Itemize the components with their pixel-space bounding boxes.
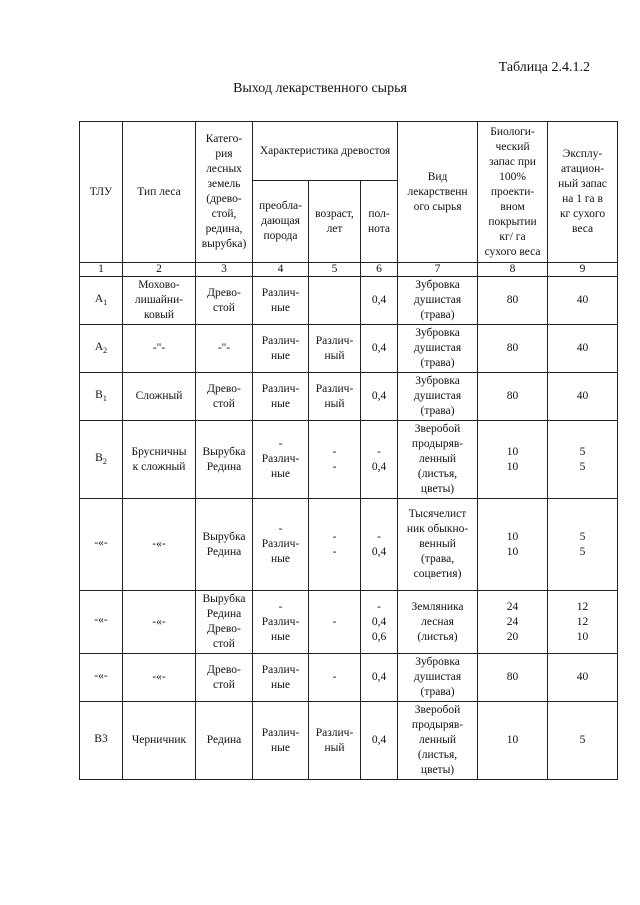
raw-type-cell: Зверобой продыряв- ленный (листья, цветы) bbox=[398, 702, 478, 780]
bio-stock-cell: 80 bbox=[478, 277, 548, 325]
density-cell: 0,4 bbox=[361, 654, 398, 702]
age-cell: - bbox=[309, 654, 361, 702]
table-caption: Таблица 2.4.1.2 bbox=[498, 60, 590, 75]
table-row bbox=[80, 499, 618, 591]
age-cell: - - bbox=[309, 421, 361, 499]
category-cell: Вырубка Редина Древо- стой bbox=[196, 591, 253, 654]
forest-type-cell: Сложный bbox=[123, 373, 196, 421]
forest-type-cell: -«- bbox=[123, 499, 196, 591]
species-cell: Различ- ные bbox=[253, 325, 309, 373]
header-stand-characteristics: Характеристика древостоя bbox=[253, 122, 398, 181]
bio-stock-cell: 10 bbox=[478, 702, 548, 780]
raw-type-cell: Земляника лесная (листья) bbox=[398, 591, 478, 654]
column-number: 9 bbox=[548, 263, 618, 277]
age-cell: Различ- ный bbox=[309, 325, 361, 373]
bio-stock-cell: 24 24 20 bbox=[478, 591, 548, 654]
raw-type-cell: Зубровка душистая (трава) bbox=[398, 654, 478, 702]
raw-type-cell: Тысячелист ник обыкно- венный (трава, соцветия) bbox=[398, 499, 478, 591]
species-cell: Различ- ные bbox=[253, 277, 309, 325]
column-number: 2 bbox=[123, 263, 196, 277]
species-cell: Различ- ные bbox=[253, 654, 309, 702]
category-cell: Редина bbox=[196, 702, 253, 780]
density-cell: - 0,4 bbox=[361, 499, 398, 591]
table-row bbox=[80, 591, 618, 654]
species-cell: - Различ- ные bbox=[253, 499, 309, 591]
raw-type-cell: Зубровка душистая (трава) bbox=[398, 373, 478, 421]
tlu-cell: $В_1$ bbox=[80, 373, 123, 421]
forest-type-cell: -«- bbox=[123, 591, 196, 654]
exploit-stock-cell: 5 5 bbox=[548, 421, 618, 499]
age-cell bbox=[309, 277, 361, 325]
header-land-category: Катего- рия лесных земель (древо- стой, редина, вырубка) bbox=[196, 122, 253, 263]
forest-type-cell: Мохово- лишайни- ковый bbox=[123, 277, 196, 325]
density-cell: 0,4 bbox=[361, 277, 398, 325]
raw-type-cell: Зубровка душистая (трава) bbox=[398, 277, 478, 325]
column-number-row bbox=[80, 263, 618, 277]
column-number: 3 bbox=[196, 263, 253, 277]
table-row bbox=[80, 702, 618, 780]
bio-stock-cell: 10 10 bbox=[478, 421, 548, 499]
raw-type-cell: Зубровка душистая (трава) bbox=[398, 325, 478, 373]
species-cell: Различ- ные bbox=[253, 373, 309, 421]
age-cell: Различ- ный bbox=[309, 702, 361, 780]
exploit-stock-cell: 40 bbox=[548, 277, 618, 325]
header-species: преобла- дающая порода bbox=[253, 181, 309, 263]
category-cell: Древо- стой bbox=[196, 373, 253, 421]
bio-stock-cell: 80 bbox=[478, 373, 548, 421]
tlu-cell: -«- bbox=[80, 499, 123, 591]
age-cell: - bbox=[309, 591, 361, 654]
column-number: 7 bbox=[398, 263, 478, 277]
tlu-cell: -«- bbox=[80, 654, 123, 702]
species-cell: Различ- ные bbox=[253, 702, 309, 780]
forest-type-cell: Черничник bbox=[123, 702, 196, 780]
forest-type-cell: -"- bbox=[123, 325, 196, 373]
density-cell: 0,4 bbox=[361, 702, 398, 780]
tlu-cell: $А_1$ bbox=[80, 277, 123, 325]
exploit-stock-cell: 12 12 10 bbox=[548, 591, 618, 654]
header-raw-type: Вид лекарственн ого сырья bbox=[398, 122, 478, 263]
tlu-cell: $В_2$ bbox=[80, 421, 123, 499]
column-number: 4 bbox=[253, 263, 309, 277]
exploit-stock-cell: 5 5 bbox=[548, 499, 618, 591]
medicinal-raw-yield-table bbox=[79, 121, 618, 780]
tlu-cell: $А_2$ bbox=[80, 325, 123, 373]
column-number: 5 bbox=[309, 263, 361, 277]
density-cell: 0,4 bbox=[361, 373, 398, 421]
table-title: Выход лекарственного сырья bbox=[233, 81, 407, 96]
age-cell: - - bbox=[309, 499, 361, 591]
density-cell: - 0,4 bbox=[361, 421, 398, 499]
header-density: пол- нота bbox=[361, 181, 398, 263]
tlu-cell: -«- bbox=[80, 591, 123, 654]
forest-type-cell: Брусничны к сложный bbox=[123, 421, 196, 499]
table-row bbox=[80, 373, 618, 421]
column-number: 8 bbox=[478, 263, 548, 277]
density-cell: - 0,4 0,6 bbox=[361, 591, 398, 654]
table-row bbox=[80, 277, 618, 325]
header-bio-stock: Биологи- ческий запас при 100% проекти- вном покрытии кг/ га сухого веса bbox=[478, 122, 548, 263]
table-row bbox=[80, 325, 618, 373]
table-row bbox=[80, 421, 618, 499]
exploit-stock-cell: 5 bbox=[548, 702, 618, 780]
category-cell: Древо- стой bbox=[196, 277, 253, 325]
exploit-stock-cell: 40 bbox=[548, 654, 618, 702]
category-cell: -"- bbox=[196, 325, 253, 373]
header-tlu: ТЛУ bbox=[80, 122, 123, 263]
bio-stock-cell: 80 bbox=[478, 325, 548, 373]
table-row bbox=[80, 654, 618, 702]
tlu-cell: В3 bbox=[80, 702, 123, 780]
category-cell: Вырубка Редина bbox=[196, 499, 253, 591]
age-cell: Различ- ный bbox=[309, 373, 361, 421]
column-number: 6 bbox=[361, 263, 398, 277]
category-cell: Вырубка Редина bbox=[196, 421, 253, 499]
header-forest-type: Тип леса bbox=[123, 122, 196, 263]
category-cell: Древо- стой bbox=[196, 654, 253, 702]
species-cell: - Различ- ные bbox=[253, 421, 309, 499]
bio-stock-cell: 80 bbox=[478, 654, 548, 702]
exploit-stock-cell: 40 bbox=[548, 325, 618, 373]
raw-type-cell: Зверобой продыряв- ленный (листья, цветы) bbox=[398, 421, 478, 499]
column-number: 1 bbox=[80, 263, 123, 277]
species-cell: - Различ- ные bbox=[253, 591, 309, 654]
density-cell: 0,4 bbox=[361, 325, 398, 373]
forest-type-cell: -«- bbox=[123, 654, 196, 702]
exploit-stock-cell: 40 bbox=[548, 373, 618, 421]
header-age: возраст, лет bbox=[309, 181, 361, 263]
bio-stock-cell: 10 10 bbox=[478, 499, 548, 591]
header-exploit-stock: Эксплу- атацион- ный запас на 1 га в кг сухого веса bbox=[548, 122, 618, 263]
